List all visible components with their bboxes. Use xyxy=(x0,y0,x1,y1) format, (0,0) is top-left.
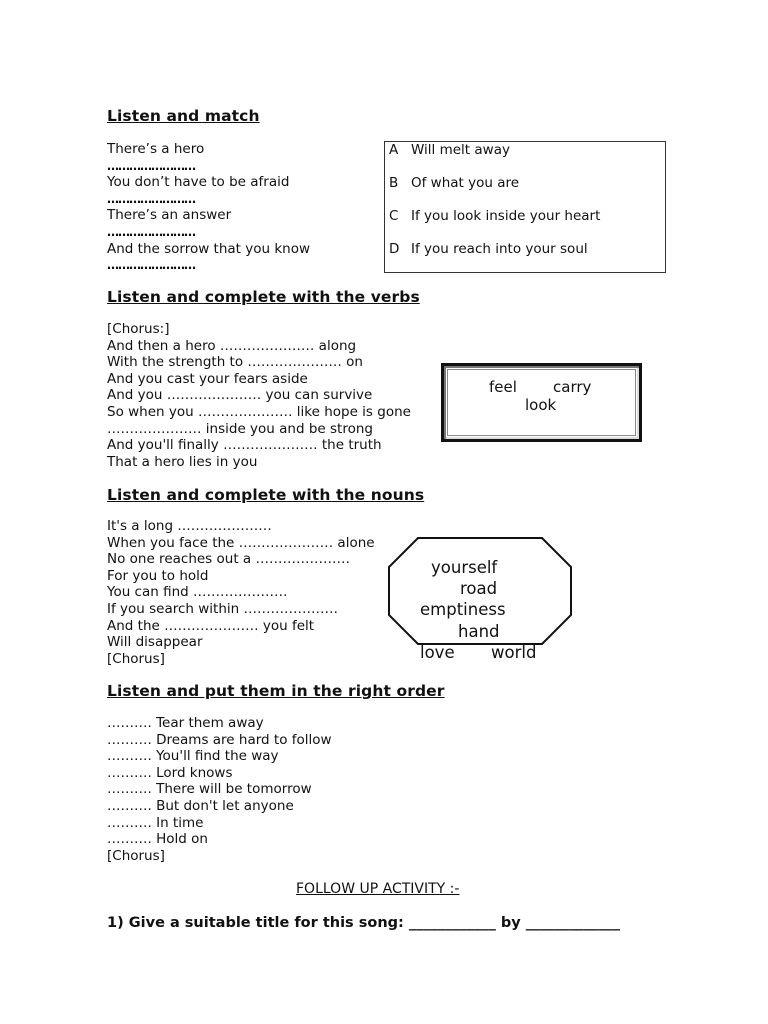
order-line: ………. Tear them away xyxy=(107,715,264,731)
order-line: ………. You'll find the way xyxy=(107,748,279,765)
lyric-line: So when you ………………… like hope is gone xyxy=(107,403,411,420)
followup-question: 1) Give a suitable title for this song: ____________ by _____________ xyxy=(107,915,621,931)
match-options-box xyxy=(384,141,666,273)
lyric-line: For you to hold xyxy=(107,567,209,584)
noun-lyrics xyxy=(107,518,375,667)
match-line: And the sorrow that you know xyxy=(107,240,311,257)
lyric-line: It's a long ………………… xyxy=(107,518,272,534)
lyric-line: And you'll finally ………………… the truth xyxy=(107,437,382,454)
match-option-a xyxy=(389,142,510,158)
option-text: Of what you are xyxy=(411,175,520,191)
noun-word: yourself xyxy=(431,558,498,577)
lyric-line: And you ………………… you can survive xyxy=(107,387,373,404)
match-option-c xyxy=(389,208,600,224)
option-letter: C xyxy=(389,208,399,224)
option-text: Will melt away xyxy=(411,142,510,158)
match-option-b xyxy=(389,175,519,191)
lyric-line: [Chorus] xyxy=(107,650,165,667)
order-line: ………. But don't let anyone xyxy=(107,797,294,814)
match-lines xyxy=(107,141,310,274)
match-option-d xyxy=(389,241,588,257)
heading-listen-and-match: Listen and match xyxy=(107,107,260,125)
match-line: There’s a hero xyxy=(107,141,205,157)
lyric-line: No one reaches out a ………………… xyxy=(107,551,350,568)
heading-right-order: Listen and put them in the right order xyxy=(107,682,445,700)
heading-complete-nouns: Listen and complete with the nouns xyxy=(107,486,425,504)
noun-word: road xyxy=(460,579,498,598)
lyric-line: [Chorus:] xyxy=(107,321,170,337)
noun-word: hand xyxy=(458,622,500,641)
match-line: There’s an answer xyxy=(107,207,232,224)
verb-word-box xyxy=(441,363,642,442)
lyric-line: ………………… inside you and be strong xyxy=(107,420,373,437)
match-blank: …………………… xyxy=(107,191,195,206)
lyric-line: With the strength to ………………… on xyxy=(107,354,363,371)
order-lines xyxy=(107,715,332,864)
order-line: [Chorus] xyxy=(107,847,165,864)
lyric-line: And the ………………… you felt xyxy=(107,617,315,634)
noun-word: emptiness xyxy=(420,600,506,619)
order-line: ………. Lord knows xyxy=(107,764,233,781)
option-text: If you look inside your heart xyxy=(411,208,601,224)
lyric-line: You can find ………………… xyxy=(107,584,288,601)
lyric-line: When you face the ………………… alone xyxy=(107,534,375,551)
match-blank: …………………… xyxy=(107,224,195,239)
match-blank: …………………… xyxy=(107,258,195,273)
order-line: ………. In time xyxy=(107,814,204,831)
lyric-line: And you cast your fears aside xyxy=(107,370,308,387)
order-line: ………. Dreams are hard to follow xyxy=(107,731,332,748)
followup-title: FOLLOW UP ACTIVITY :- xyxy=(296,881,460,897)
order-line: ………. There will be tomorrow xyxy=(107,781,312,798)
noun-word: love xyxy=(420,643,455,662)
verb-word: feel xyxy=(489,378,517,396)
option-letter: A xyxy=(389,142,399,158)
noun-word: world xyxy=(491,643,537,662)
verb-lyrics xyxy=(107,321,411,470)
order-line: ………. Hold on xyxy=(107,831,208,848)
verb-word: look xyxy=(525,396,557,414)
match-line: You don’t have to be afraid xyxy=(107,174,290,191)
verb-word: carry xyxy=(553,378,592,396)
heading-complete-verbs: Listen and complete with the verbs xyxy=(107,288,420,306)
option-letter: D xyxy=(389,241,400,257)
lyric-line: If you search within ………………… xyxy=(107,600,338,617)
option-letter: B xyxy=(389,175,399,191)
lyric-line: That a hero lies in you xyxy=(107,453,258,470)
option-text: If you reach into your soul xyxy=(411,241,588,257)
match-blank: …………………… xyxy=(107,158,195,173)
lyric-line: Will disappear xyxy=(107,634,203,651)
lyric-line: And then a hero ………………… along xyxy=(107,337,357,354)
